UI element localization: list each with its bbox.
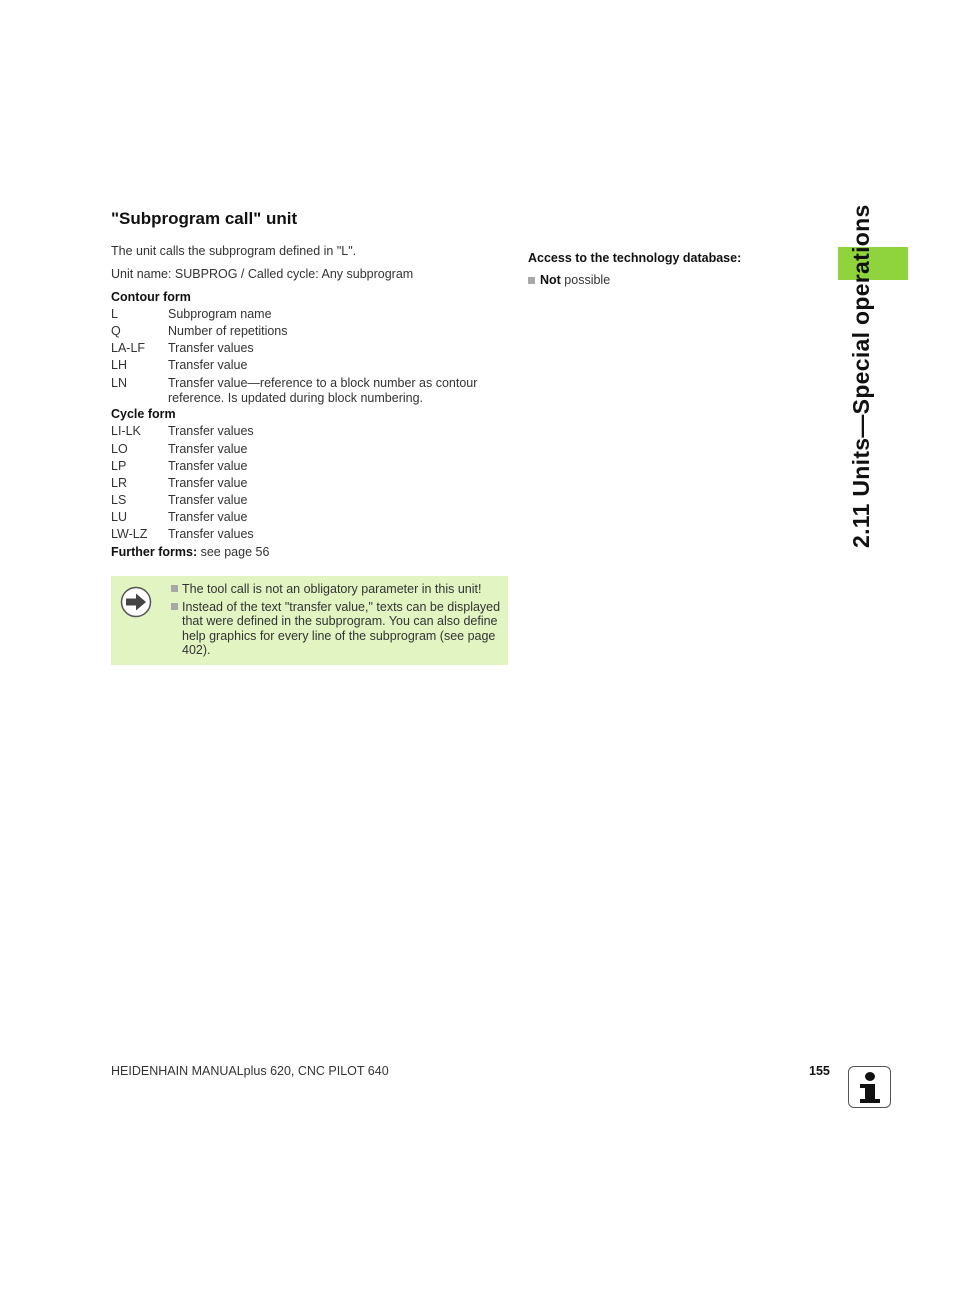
param-desc: Transfer value [168, 510, 248, 524]
param-code: LI-LK [111, 424, 141, 438]
param-row [111, 341, 506, 356]
param-row [111, 493, 506, 508]
param-row [111, 442, 506, 457]
param-code: LP [111, 459, 127, 473]
param-row [111, 376, 506, 405]
further-forms-link[interactable]: see page 56 [197, 545, 270, 559]
unit-name-text: Unit name: SUBPROG / Called cycle: Any subprogram [111, 267, 414, 281]
param-code: LO [111, 442, 128, 456]
param-desc: Transfer value [168, 476, 248, 490]
param-desc: Transfer value [168, 442, 248, 456]
footer-text: HEIDENHAIN MANUALplus 620, CNC PILOT 640 [111, 1064, 389, 1078]
param-code: LN [111, 376, 127, 390]
param-desc: Transfer value [168, 459, 248, 473]
param-desc: Transfer value [168, 358, 248, 372]
param-row [111, 476, 506, 491]
bullet-square-icon [171, 585, 178, 592]
chapter-side-title: 2.11 Units—Special operations [848, 204, 874, 548]
intro-text: The unit calls the subprogram defined in "L". [111, 244, 357, 258]
param-desc: Subprogram name [168, 307, 272, 321]
contour-form-heading: Contour form [111, 290, 191, 304]
param-row [111, 459, 506, 474]
param-desc: Transfer values [168, 527, 254, 541]
note-list [171, 582, 501, 661]
bullet-square-icon [528, 277, 535, 284]
further-forms-label: Further forms: [111, 545, 198, 559]
param-code: LU [111, 510, 127, 524]
param-code: LA-LF [111, 341, 146, 355]
param-row [111, 307, 506, 322]
bullet-square-icon [171, 603, 178, 610]
further-forms [111, 545, 269, 559]
param-code: L [111, 307, 118, 321]
note-text: Instead of the text "transfer value," texts can be displayed that were defined in the subprogram. You can also define help graphics for every line of the subprogram (see page 402). [182, 599, 501, 657]
tech-db-item [528, 273, 610, 287]
param-code: Q [111, 324, 121, 338]
param-code: LR [111, 476, 127, 490]
param-row [111, 527, 506, 542]
param-row [111, 324, 506, 339]
param-code: LW-LZ [111, 527, 148, 541]
param-row [111, 510, 506, 525]
param-desc: Transfer value—reference to a block number as contour reference. Is updated during block numbering. [168, 376, 478, 405]
param-desc: Transfer value [168, 493, 248, 507]
cycle-form-heading: Cycle form [111, 407, 176, 421]
arrow-right-icon [120, 586, 152, 618]
note-box [111, 576, 508, 665]
param-desc: Number of repetitions [168, 324, 288, 338]
note-text: The tool call is not an obligatory parameter in this unit! [182, 582, 482, 596]
param-code: LS [111, 493, 127, 507]
tech-db-item-text: possible [560, 273, 611, 287]
tech-db-heading: Access to the technology database: [528, 251, 742, 265]
list-item [171, 600, 501, 658]
tech-db-item-bold: Not [540, 273, 561, 287]
section-title: "Subprogram call" unit [111, 209, 298, 228]
param-row [111, 358, 506, 373]
param-row [111, 424, 506, 439]
page-number: 155 [809, 1064, 830, 1078]
param-code: LH [111, 358, 127, 372]
list-item [171, 582, 501, 597]
info-icon[interactable] [848, 1066, 891, 1108]
param-desc: Transfer values [168, 341, 254, 355]
param-desc: Transfer values [168, 424, 254, 438]
